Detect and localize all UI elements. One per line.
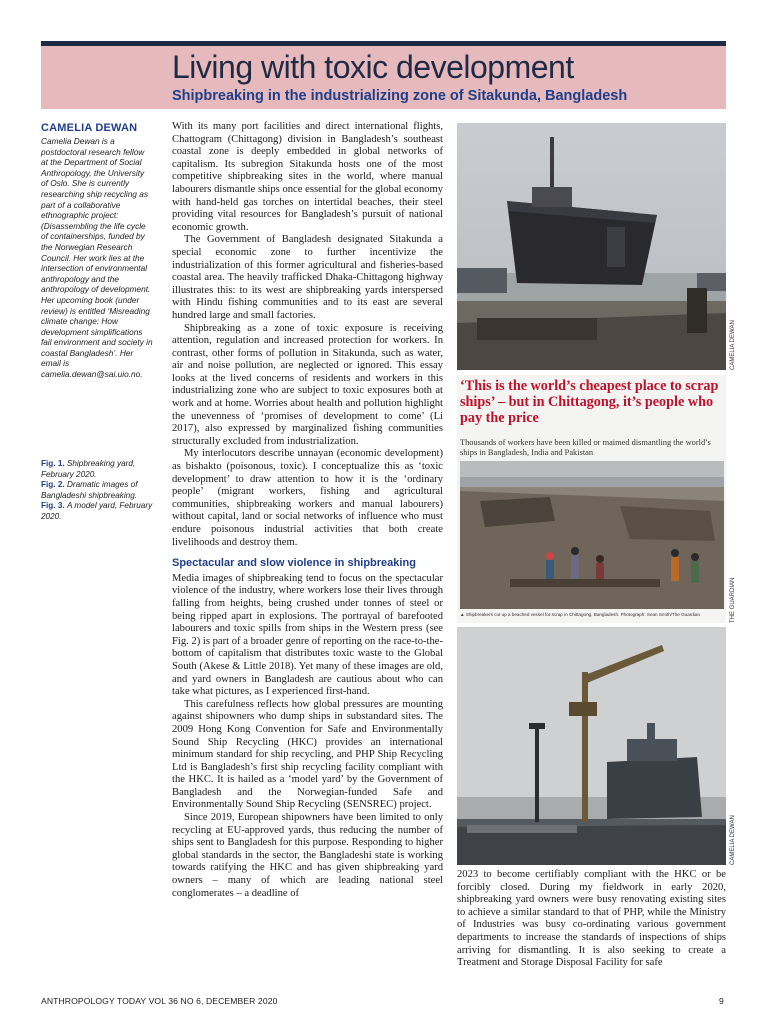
paragraph: With its many port facilities and direct international flights, Chattogram (Chittagong) division in Bangladesh’s southeast coastal zone is deeply embedded in global networks of capitalism. Its subregion Sitakunda hosts one of the most competitive shipbreaking sites in the world, where manual labourers dismantle ships once essential for the global economy with hand-held gas torches on intertidal beaches, their steel providing vital resources for Bangladesh’s pursuit of national economic growth. xyxy=(172,121,443,233)
footer-page-number: 9 xyxy=(719,996,724,1006)
figure-captions xyxy=(41,459,153,523)
caption-fig1: Fig. 1. Shipbreaking yard, February 2020. xyxy=(41,459,136,479)
article-title: Living with toxic development xyxy=(172,49,574,85)
fig2-guardian-clipping xyxy=(457,375,726,623)
paragraph: The Government of Bangladesh designated Sitakunda a special economic zone to further incentivize the industrialization of this former agricultural and fisheries-based coastal area. The heavily trafficked Dhaka-Chittagong highway illustrates this: to its west are shipbreaking yards interspersed with Hindu fishing communities and to its east are several hundred large and small factories. xyxy=(172,234,443,321)
fig1-credit: CAMELIA DEWAN xyxy=(730,320,736,370)
footer-journal: ANTHROPOLOGY TODAY VOL 36 NO 6, DECEMBER 2020 xyxy=(41,996,278,1006)
section-heading: Spectacular and slow violence in shipbreaking xyxy=(172,557,416,570)
caption-fig3: Fig. 3. A model yard, February 2020. xyxy=(41,501,153,521)
fig3-credit: CAMELIA DEWAN xyxy=(730,815,736,865)
paragraph: My interlocutors describe unnayan (economic development) as bishakto (poisonous, toxic). I conceptualize this as ‘toxic development’ to draw attention to how it is the ‘ordinary people’ (migrant workers, fishing and agricultural communities, shipbreaking workers and manual labourers) without capital, land or social networks of influence who must endure poisonous industrial activities that both create livelihoods and destroy them. xyxy=(172,448,443,548)
main-text-column xyxy=(172,121,443,900)
author-sidebar xyxy=(41,122,153,380)
caption-fig2: Fig. 2. Dramatic images of Bangladeshi shipbreaking. xyxy=(41,480,138,500)
fig3-model-yard-photo xyxy=(457,627,726,865)
fig1-shipbreaking-photo xyxy=(457,123,726,370)
paragraph: Shipbreaking as a zone of toxic exposure is receiving attention, regulation and increased protection for workers. In contrast, other forms of pollution in Sitakunda, such as water, air and noise pollution, are neglected or ignored. This essay looks at the lived concerns of residents and workers in this industrializing zone who are subject to toxic exposures both at work and at home. Worries about health and pollution highlight the unevenness of ‘promises of development to come’ (Li 2017), also expressed by marginalized fishing communities structurally excluded from industrialization. xyxy=(172,322,443,447)
guardian-caption: ▲ Shipbreakers cut up a beached vessel for scrap in Chittagong, Bangladesh. Photograph: Sean Smith/The Guardian xyxy=(460,612,700,617)
fig2-credit: THE GUARDIAN xyxy=(730,577,736,623)
author-name: CAMELIA DEWAN xyxy=(41,122,138,134)
paragraph: This carefulness reflects how global pressures are mounting against shipowners who dump ships in substandard sites. The 2009 Hong Kong Convention for Safe and Environmentally Sound Ship Recycling (HKC) provides an international minimum standard for ship recycling, and PHP Ship Recycling Ltd is Bangladesh’s first ship recycling facility compliant with the HKC. It is hailed as a ‘model yard’ by the Government of Bangladesh and the Norwegian-funded Safe and Environmentally Sound Ship Recycling (SENSREC) project. xyxy=(172,698,443,811)
paragraph: Since 2019, European shipowners have been limited to only recycling at EU-approved yards, thus reducing the number of ships sent to Bangladesh for this purpose. Responding to higher global standards in the sector, the Bangladeshi state is working towards ratifying the HKC and has given shipbreaking yard owners – many of which are leading national steel conglomerates – a deadline of xyxy=(172,812,443,899)
article-subtitle: Shipbreaking in the industrializing zone of Sitakunda, Bangladesh xyxy=(172,88,628,104)
right-column-text xyxy=(457,869,726,970)
guardian-photo xyxy=(460,461,724,609)
paragraph: Media images of shipbreaking tend to focus on the spectacular violence of the industry, where workers lose their lives through falling from heights, being crushed under tonnes of steel or being ripped apart in explosions. The portrayal of barefooted labourers and toxic spills from ships in the Western press (see Fig. 2) is part of a broader genre of reporting on the race-to-the-bottom of capitalism that distributes toxic waste to the Global South (Akese & Little 2018). Yet many of these images are old, and yard owners in Bangladesh are cautious about who can take what pictures, as I experienced first-hand. xyxy=(172,572,443,698)
guardian-standfirst: Thousands of workers have been killed or maimed dismantling the world’s ships in Bangladesh, India and Pakistan xyxy=(460,438,711,457)
author-bio: Camelia Dewan is a postdoctoral research fellow at the Department of Social Anthropology, the University of Oslo. She is currently researching ship recycling as part of a collaborative ethnographic project: (Disassembling the life cycle of containerships, funded by the Norwegian Research Council. Her work lies at the intersection of environmental anthropology and the anthropology of development. Her upcoming book (under review) is entitled ‘Misreading climate change: How development simplifications fail environment and society in coastal Bangladesh’. Her email is camelia.dewan@sai.uio.no. xyxy=(41,136,153,380)
paragraph-continued: 2023 to become certifiably compliant with the HKC or be forcibly closed. During my fieldwork in early 2020, shipbreaking yard owners were busy renovating existing sites to achieve a similar standard to that of PHP, while the Ministry of Industries was busy co-ordinating various government departments to increase the standards of inspections of ships arriving for dismantling. It is also seeking to create a Treatment and Storage Disposal Facility for safe xyxy=(457,869,726,969)
article-header xyxy=(41,46,726,109)
guardian-headline: ‘This is the world’s cheapest place to scrap ships’ – but in Chittagong, it’s people who pay the price xyxy=(460,378,719,426)
